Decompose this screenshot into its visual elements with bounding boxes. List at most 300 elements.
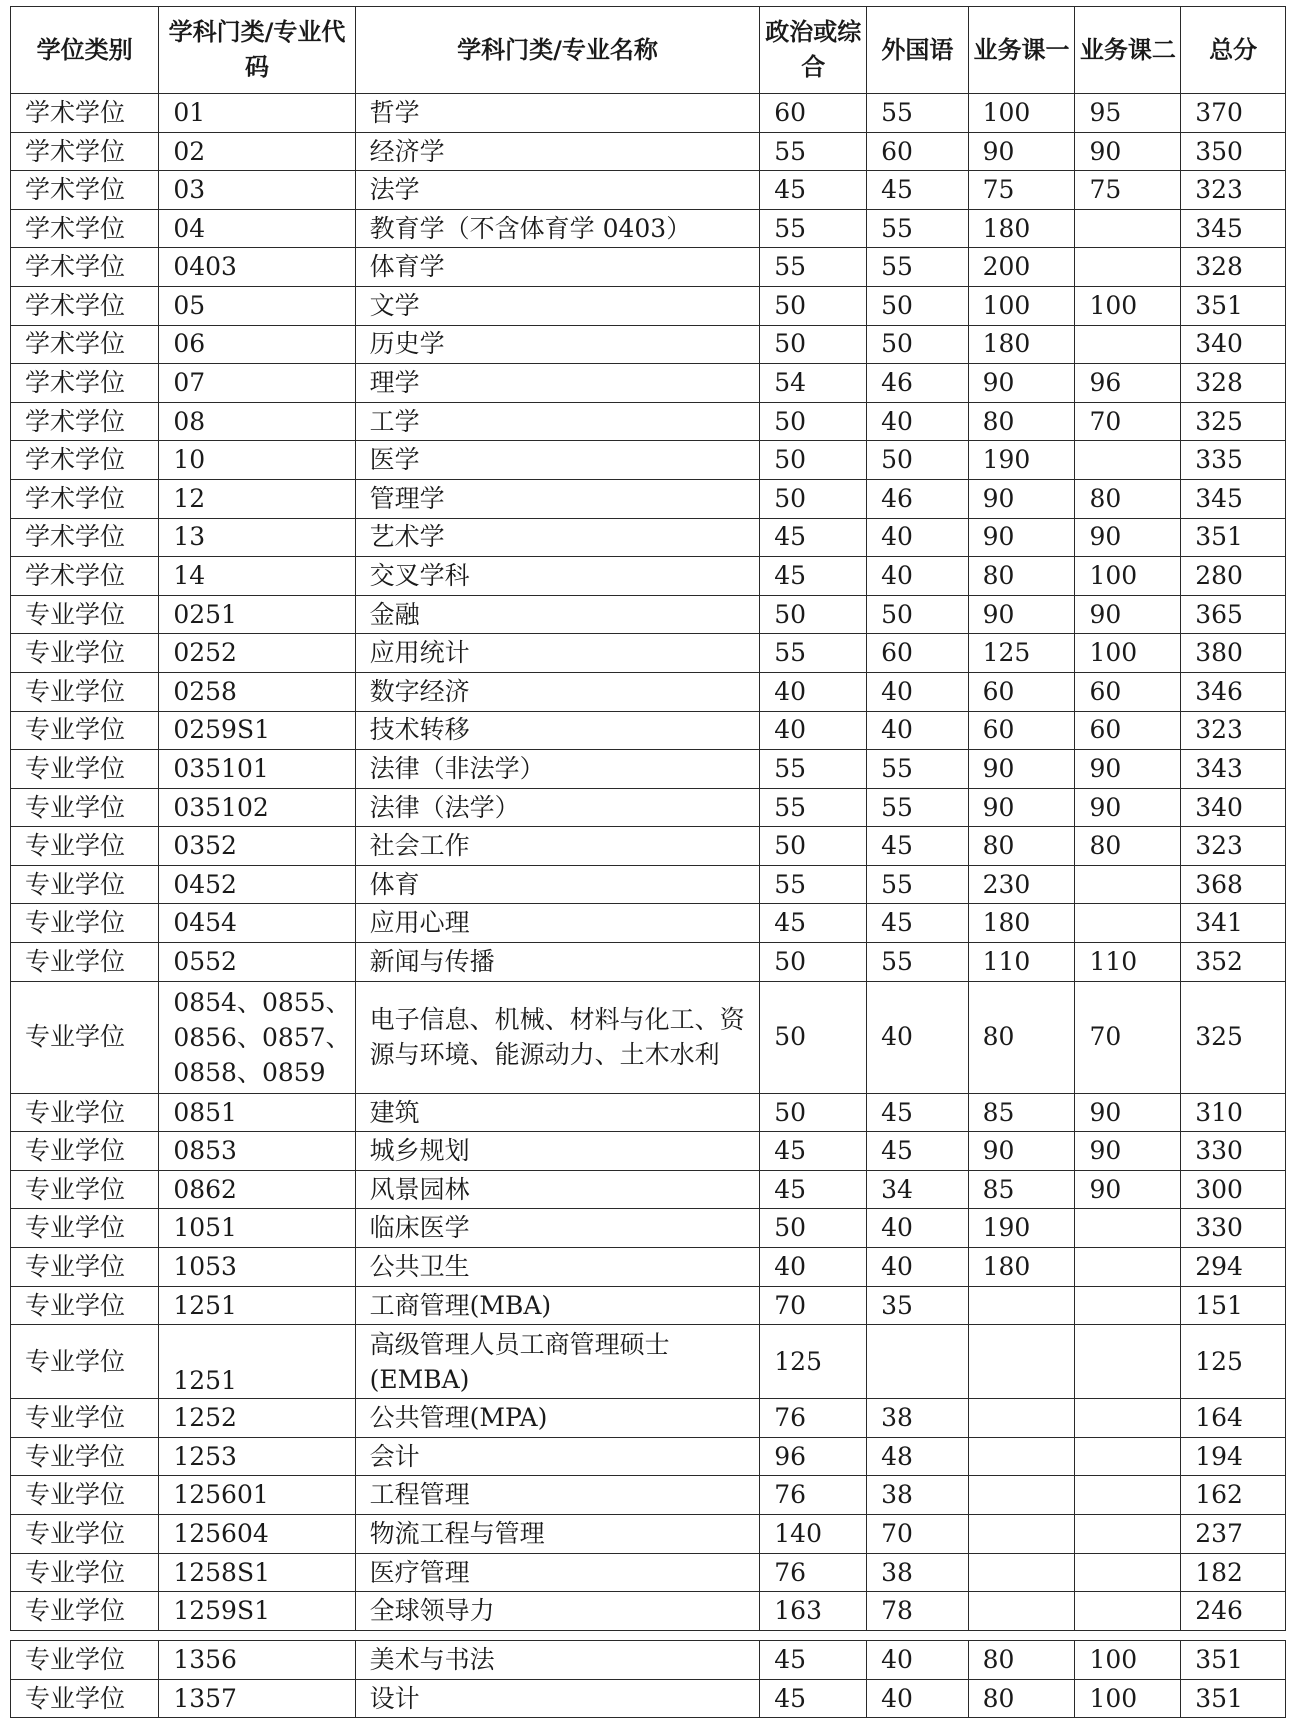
- cell-foreign: 50: [867, 595, 968, 634]
- header-total: 总分: [1181, 7, 1286, 94]
- cell-name: 医学: [355, 441, 760, 480]
- cell-type: 专业学位: [11, 1679, 159, 1718]
- table-row: [11, 1093, 1286, 1132]
- cell-code: 0251: [159, 595, 355, 634]
- cell-type: 专业学位: [11, 1437, 159, 1476]
- cell-name: 物流工程与管理: [355, 1515, 760, 1554]
- header-course1: 业务课一: [968, 7, 1075, 94]
- cell-name: 公共管理(MPA): [355, 1399, 760, 1438]
- cell-total: 340: [1181, 325, 1286, 364]
- cell-course1: [968, 1286, 1075, 1325]
- cell-type: 专业学位: [11, 788, 159, 827]
- cell-type: 学术学位: [11, 441, 159, 480]
- cell-course2: 110: [1075, 943, 1181, 982]
- cell-name: 法学: [355, 171, 760, 210]
- cell-politics: 50: [760, 325, 867, 364]
- cell-foreign: 48: [867, 1437, 968, 1476]
- cell-foreign: 38: [867, 1476, 968, 1515]
- cell-total: 341: [1181, 904, 1286, 943]
- table-row: [11, 1641, 1286, 1680]
- cell-total: 340: [1181, 788, 1286, 827]
- cell-foreign: 40: [867, 1248, 968, 1287]
- cell-foreign: 50: [867, 325, 968, 364]
- cell-course2: 90: [1075, 1132, 1181, 1171]
- cell-course1: 60: [968, 672, 1075, 711]
- cell-code: 03: [159, 171, 355, 210]
- cell-name: 管理学: [355, 479, 760, 518]
- cell-politics: 140: [760, 1515, 867, 1554]
- cell-course2: [1075, 1248, 1181, 1287]
- cell-course1: 180: [968, 209, 1075, 248]
- cell-course1: 125: [968, 634, 1075, 673]
- cell-name: 会计: [355, 1437, 760, 1476]
- cell-name: 城乡规划: [355, 1132, 760, 1171]
- cell-name: 技术转移: [355, 711, 760, 750]
- cell-total: 164: [1181, 1399, 1286, 1438]
- cell-name: 金融: [355, 595, 760, 634]
- cell-name: 美术与书法: [355, 1641, 760, 1680]
- cell-course1: 80: [968, 1679, 1075, 1718]
- cell-course2: [1075, 865, 1181, 904]
- cell-name: 高级管理人员工商管理硕士(EMBA): [355, 1325, 760, 1399]
- cell-course1: 85: [968, 1093, 1075, 1132]
- cell-total: 346: [1181, 672, 1286, 711]
- cell-total: 125: [1181, 1325, 1286, 1399]
- cell-course2: [1075, 1476, 1181, 1515]
- cell-name: 社会工作: [355, 827, 760, 866]
- cell-code: 0252: [159, 634, 355, 673]
- cell-course1: 200: [968, 248, 1075, 287]
- score-table-continued: [10, 1640, 1286, 1718]
- cell-course2: 100: [1075, 286, 1181, 325]
- cell-politics: 45: [760, 171, 867, 210]
- cell-course1: [968, 1515, 1075, 1554]
- cell-course1: 90: [968, 788, 1075, 827]
- cell-code: 0403: [159, 248, 355, 287]
- cell-type: 专业学位: [11, 1209, 159, 1248]
- table-row: [11, 1248, 1286, 1287]
- cell-code: 08: [159, 402, 355, 441]
- cell-course2: 80: [1075, 479, 1181, 518]
- cell-course2: 95: [1075, 94, 1181, 133]
- cell-course2: 90: [1075, 1093, 1181, 1132]
- cell-foreign: 60: [867, 634, 968, 673]
- cell-politics: 55: [760, 209, 867, 248]
- table-row: [11, 634, 1286, 673]
- cell-code: 0452: [159, 865, 355, 904]
- cell-course2: 100: [1075, 557, 1181, 596]
- cell-type: 专业学位: [11, 1641, 159, 1680]
- cell-total: 194: [1181, 1437, 1286, 1476]
- cell-code: 01: [159, 94, 355, 133]
- cell-course2: 90: [1075, 750, 1181, 789]
- cell-politics: 55: [760, 788, 867, 827]
- cell-type: 专业学位: [11, 595, 159, 634]
- cell-total: 246: [1181, 1592, 1286, 1631]
- cell-course1: 230: [968, 865, 1075, 904]
- table-row: [11, 402, 1286, 441]
- cell-foreign: 34: [867, 1170, 968, 1209]
- cell-name: 工商管理(MBA): [355, 1286, 760, 1325]
- cell-course2: [1075, 209, 1181, 248]
- cell-foreign: 45: [867, 171, 968, 210]
- cell-politics: 54: [760, 364, 867, 403]
- cell-course1: 90: [968, 132, 1075, 171]
- cell-code: 1252: [159, 1399, 355, 1438]
- cell-foreign: 38: [867, 1399, 968, 1438]
- cell-total: 300: [1181, 1170, 1286, 1209]
- cell-name: 应用心理: [355, 904, 760, 943]
- cell-course1: 90: [968, 479, 1075, 518]
- cell-name: 建筑: [355, 1093, 760, 1132]
- cell-name: 哲学: [355, 94, 760, 133]
- cell-course2: 90: [1075, 132, 1181, 171]
- header-foreign: 外国语: [867, 7, 968, 94]
- cell-course1: [968, 1325, 1075, 1399]
- cell-code: 0258: [159, 672, 355, 711]
- cell-course2: 100: [1075, 634, 1181, 673]
- table-row: [11, 1679, 1286, 1718]
- cell-total: 323: [1181, 827, 1286, 866]
- cell-total: 351: [1181, 286, 1286, 325]
- cell-politics: 96: [760, 1437, 867, 1476]
- cell-course1: 60: [968, 711, 1075, 750]
- cell-foreign: 55: [867, 750, 968, 789]
- cell-type: 学术学位: [11, 171, 159, 210]
- cell-foreign: 40: [867, 711, 968, 750]
- cell-code: 1357: [159, 1679, 355, 1718]
- cell-name: 工程管理: [355, 1476, 760, 1515]
- header-row: [11, 7, 1286, 94]
- cell-foreign: 60: [867, 132, 968, 171]
- table-row: [11, 1286, 1286, 1325]
- cell-course1: 90: [968, 750, 1075, 789]
- cell-course2: 100: [1075, 1641, 1181, 1680]
- cell-course2: 90: [1075, 788, 1181, 827]
- cell-foreign: 40: [867, 402, 968, 441]
- table-row: [11, 943, 1286, 982]
- cell-politics: 70: [760, 1286, 867, 1325]
- cell-total: 350: [1181, 132, 1286, 171]
- cell-total: 323: [1181, 711, 1286, 750]
- table-row: [11, 557, 1286, 596]
- cell-course2: 80: [1075, 827, 1181, 866]
- cell-politics: 76: [760, 1476, 867, 1515]
- cell-total: 151: [1181, 1286, 1286, 1325]
- table-row: [11, 1437, 1286, 1476]
- cell-total: 345: [1181, 479, 1286, 518]
- cell-name: 艺术学: [355, 518, 760, 557]
- cell-politics: 45: [760, 518, 867, 557]
- table-row: [11, 132, 1286, 171]
- cell-course2: [1075, 904, 1181, 943]
- cell-code: 0853: [159, 1132, 355, 1171]
- cell-course2: [1075, 1209, 1181, 1248]
- cell-name: 工学: [355, 402, 760, 441]
- header-name: 学科门类/专业名称: [355, 7, 760, 94]
- cell-foreign: 45: [867, 827, 968, 866]
- cell-total: 237: [1181, 1515, 1286, 1554]
- table-row: [11, 1325, 1286, 1399]
- table-row: [11, 750, 1286, 789]
- cell-course2: [1075, 441, 1181, 480]
- cell-politics: 40: [760, 672, 867, 711]
- cell-politics: 50: [760, 402, 867, 441]
- cell-course1: 80: [968, 1641, 1075, 1680]
- cell-politics: 55: [760, 132, 867, 171]
- cell-foreign: 40: [867, 557, 968, 596]
- cell-code: 1253: [159, 1437, 355, 1476]
- cell-code: 13: [159, 518, 355, 557]
- table-row: [11, 518, 1286, 557]
- cell-type: 专业学位: [11, 904, 159, 943]
- cell-course2: [1075, 1325, 1181, 1399]
- header-course2: 业务课二: [1075, 7, 1181, 94]
- table-row: [11, 711, 1286, 750]
- cell-name: 新闻与传播: [355, 943, 760, 982]
- cell-name: 文学: [355, 286, 760, 325]
- cell-foreign: 35: [867, 1286, 968, 1325]
- cell-politics: 55: [760, 634, 867, 673]
- cell-type: 专业学位: [11, 865, 159, 904]
- cell-total: 368: [1181, 865, 1286, 904]
- cell-politics: 55: [760, 248, 867, 287]
- cell-politics: 40: [760, 711, 867, 750]
- cell-course1: 180: [968, 904, 1075, 943]
- cell-foreign: 55: [867, 248, 968, 287]
- cell-total: 280: [1181, 557, 1286, 596]
- cell-name: 应用统计: [355, 634, 760, 673]
- cell-total: 325: [1181, 402, 1286, 441]
- cell-name: 数字经济: [355, 672, 760, 711]
- cell-type: 专业学位: [11, 750, 159, 789]
- cell-foreign: 78: [867, 1592, 968, 1631]
- cell-politics: 163: [760, 1592, 867, 1631]
- cell-type: 专业学位: [11, 827, 159, 866]
- score-table: [10, 6, 1286, 1631]
- cell-type: 专业学位: [11, 1248, 159, 1287]
- cell-name: 临床医学: [355, 1209, 760, 1248]
- cell-total: 325: [1181, 981, 1286, 1093]
- cell-course2: [1075, 1399, 1181, 1438]
- header-politics: 政治或综合: [760, 7, 867, 94]
- cell-type: 学术学位: [11, 402, 159, 441]
- table-row: [11, 364, 1286, 403]
- cell-course2: [1075, 1592, 1181, 1631]
- cell-type: 学术学位: [11, 518, 159, 557]
- cell-code: 0352: [159, 827, 355, 866]
- cell-type: 专业学位: [11, 1286, 159, 1325]
- table-row: [11, 595, 1286, 634]
- cell-course1: 90: [968, 518, 1075, 557]
- cell-foreign: 40: [867, 518, 968, 557]
- cell-foreign: 55: [867, 94, 968, 133]
- cell-type: 专业学位: [11, 1132, 159, 1171]
- cell-code: 125601: [159, 1476, 355, 1515]
- cell-course1: [968, 1399, 1075, 1438]
- table-row: [11, 672, 1286, 711]
- cell-name: 体育: [355, 865, 760, 904]
- cell-code: 07: [159, 364, 355, 403]
- cell-code: 14: [159, 557, 355, 596]
- cell-code: 0454: [159, 904, 355, 943]
- cell-foreign: 40: [867, 672, 968, 711]
- header-code: 学科门类/专业代码: [159, 7, 355, 94]
- cell-course2: 96: [1075, 364, 1181, 403]
- cell-code: 1251: [159, 1286, 355, 1325]
- cell-type: 学术学位: [11, 209, 159, 248]
- cell-name: 医疗管理: [355, 1553, 760, 1592]
- table-row: [11, 981, 1286, 1093]
- cell-foreign: 55: [867, 788, 968, 827]
- cell-course2: 90: [1075, 518, 1181, 557]
- cell-course1: 100: [968, 286, 1075, 325]
- table-row: [11, 904, 1286, 943]
- cell-foreign: 40: [867, 1679, 968, 1718]
- cell-type: 学术学位: [11, 325, 159, 364]
- cell-foreign: 55: [867, 209, 968, 248]
- cell-type: 专业学位: [11, 672, 159, 711]
- cell-politics: 50: [760, 1209, 867, 1248]
- table-row: [11, 865, 1286, 904]
- cell-politics: 45: [760, 1641, 867, 1680]
- cell-code: 0259S1: [159, 711, 355, 750]
- cell-politics: 50: [760, 479, 867, 518]
- cell-politics: 50: [760, 1093, 867, 1132]
- cell-total: 335: [1181, 441, 1286, 480]
- table-row: [11, 171, 1286, 210]
- cell-type: 专业学位: [11, 943, 159, 982]
- cell-type: 学术学位: [11, 94, 159, 133]
- cell-course1: 90: [968, 364, 1075, 403]
- cell-politics: 55: [760, 865, 867, 904]
- cell-course2: [1075, 1553, 1181, 1592]
- cell-name: 历史学: [355, 325, 760, 364]
- cell-type: 专业学位: [11, 1093, 159, 1132]
- cell-type: 专业学位: [11, 981, 159, 1093]
- cell-total: 365: [1181, 595, 1286, 634]
- table-body-continued: [11, 1641, 1286, 1718]
- cell-course1: 90: [968, 595, 1075, 634]
- cell-course1: 80: [968, 827, 1075, 866]
- cell-foreign: 40: [867, 1641, 968, 1680]
- cell-type: 专业学位: [11, 1553, 159, 1592]
- cell-code: 1258S1: [159, 1553, 355, 1592]
- cell-course2: [1075, 1437, 1181, 1476]
- cell-politics: 76: [760, 1553, 867, 1592]
- cell-code: 0854、0855、0856、0857、0858、0859: [159, 981, 355, 1093]
- cell-course2: 60: [1075, 672, 1181, 711]
- cell-politics: 45: [760, 557, 867, 596]
- table-row: [11, 788, 1286, 827]
- table-row: [11, 1515, 1286, 1554]
- cell-code: 0552: [159, 943, 355, 982]
- cell-course1: 80: [968, 557, 1075, 596]
- header-degree-type: 学位类别: [11, 7, 159, 94]
- cell-total: 380: [1181, 634, 1286, 673]
- cell-total: 330: [1181, 1132, 1286, 1171]
- cell-politics: 45: [760, 1132, 867, 1171]
- cell-total: 328: [1181, 364, 1286, 403]
- table-row: [11, 1399, 1286, 1438]
- cell-course2: 100: [1075, 1679, 1181, 1718]
- cell-course1: 110: [968, 943, 1075, 982]
- table-row: [11, 94, 1286, 133]
- cell-course1: 80: [968, 402, 1075, 441]
- cell-total: 162: [1181, 1476, 1286, 1515]
- cell-name: 体育学: [355, 248, 760, 287]
- cell-politics: 60: [760, 94, 867, 133]
- cell-course2: [1075, 325, 1181, 364]
- cell-code: 1053: [159, 1248, 355, 1287]
- table-body: [11, 94, 1286, 1631]
- cell-total: 351: [1181, 518, 1286, 557]
- cell-course1: [968, 1553, 1075, 1592]
- cell-name: 法律（非法学）: [355, 750, 760, 789]
- cell-foreign: 40: [867, 981, 968, 1093]
- cell-course2: 70: [1075, 981, 1181, 1093]
- cell-code: 1259S1: [159, 1592, 355, 1631]
- cell-course2: [1075, 248, 1181, 287]
- cell-course1: 90: [968, 1132, 1075, 1171]
- cell-type: 专业学位: [11, 711, 159, 750]
- cell-foreign: 38: [867, 1553, 968, 1592]
- cell-course1: [968, 1592, 1075, 1631]
- table-row: [11, 1476, 1286, 1515]
- cell-total: 352: [1181, 943, 1286, 982]
- cell-foreign: 45: [867, 1093, 968, 1132]
- cell-type: 学术学位: [11, 132, 159, 171]
- cell-type: 学术学位: [11, 248, 159, 287]
- cell-code: 1251: [159, 1325, 355, 1399]
- cell-course2: 90: [1075, 595, 1181, 634]
- cell-foreign: 46: [867, 364, 968, 403]
- cell-type: 学术学位: [11, 286, 159, 325]
- cell-type: 学术学位: [11, 557, 159, 596]
- table-row: [11, 325, 1286, 364]
- cell-name: 教育学（不含体育学 0403）: [355, 209, 760, 248]
- cell-type: 学术学位: [11, 479, 159, 518]
- cell-total: 345: [1181, 209, 1286, 248]
- cell-total: 351: [1181, 1641, 1286, 1680]
- cell-foreign: 40: [867, 1209, 968, 1248]
- cell-total: 343: [1181, 750, 1286, 789]
- cell-type: 专业学位: [11, 1170, 159, 1209]
- cell-course2: 60: [1075, 711, 1181, 750]
- table-row: [11, 209, 1286, 248]
- cell-politics: 76: [760, 1399, 867, 1438]
- cell-name: 理学: [355, 364, 760, 403]
- cell-total: 330: [1181, 1209, 1286, 1248]
- cell-code: 125604: [159, 1515, 355, 1554]
- cell-foreign: 45: [867, 1132, 968, 1171]
- cell-total: 351: [1181, 1679, 1286, 1718]
- cell-name: 法律（法学）: [355, 788, 760, 827]
- cell-foreign: 55: [867, 865, 968, 904]
- cell-code: 0851: [159, 1093, 355, 1132]
- cell-name: 电子信息、机械、材料与化工、资源与环境、能源动力、土木水利: [355, 981, 760, 1093]
- cell-course1: 180: [968, 1248, 1075, 1287]
- table-row: [11, 827, 1286, 866]
- cell-code: 05: [159, 286, 355, 325]
- cell-politics: 50: [760, 441, 867, 480]
- cell-course1: [968, 1476, 1075, 1515]
- cell-course1: 190: [968, 441, 1075, 480]
- cell-course2: [1075, 1515, 1181, 1554]
- cell-type: 专业学位: [11, 1399, 159, 1438]
- cell-politics: 50: [760, 943, 867, 982]
- cell-foreign: 46: [867, 479, 968, 518]
